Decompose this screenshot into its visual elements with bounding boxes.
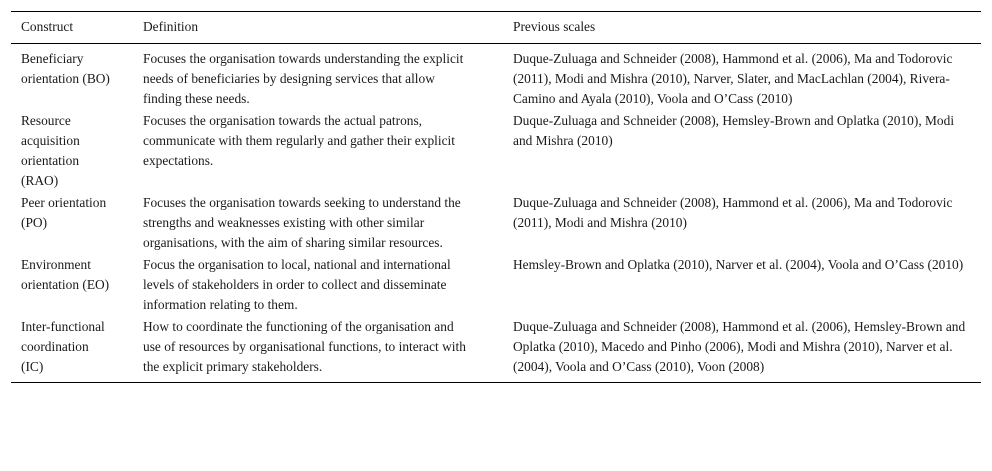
- table-row: [11, 316, 981, 383]
- definition-cell: Focuses the organisation towards the actual patrons, communicate with them regularly and gather their explicit expectations.: [143, 113, 455, 168]
- previous-scales-cell: Duque-Zuluaga and Schneider (2008), Hammond et al. (2006), Ma and Todorovic (2011), Modi and Mishra (2010), Narver, Slater, and MacLachlan (2004), Rivera-Camino and Ayala (2010), Voola and O’Cass (2010): [513, 51, 953, 106]
- definition-cell: Focuses the organisation towards seeking to understand the strengths and weaknesses existing with other similar organisations, with the aim of sharing similar resources.: [143, 195, 461, 250]
- table-row: [11, 44, 981, 111]
- construct-cell: [11, 254, 133, 316]
- construct-text: Resource acquisition orientation (RAO): [21, 113, 80, 188]
- construct-cell: [11, 44, 133, 111]
- table-header: [11, 12, 981, 44]
- construct-cell: [11, 110, 133, 192]
- construct-text: Inter-functional coordination (IC): [21, 319, 105, 374]
- definition-cell: Focus the organisation to local, national and international levels of stakeholders in order to collect and disseminate information relating to them.: [143, 257, 451, 312]
- table-row: [11, 254, 981, 316]
- construct-cell: [11, 192, 133, 254]
- header-construct: Construct: [21, 19, 74, 34]
- previous-scales-cell: Duque-Zuluaga and Schneider (2008), Hammond et al. (2006), Hemsley-Brown and Oplatka (2010), Macedo and Pinho (2006), Modi and Mishra (2010), Narver et al. (2004), Voola and O’Cass (2010), Voon (2008): [513, 319, 966, 374]
- header-row: [11, 12, 981, 44]
- header-definition: Definition: [143, 19, 199, 34]
- definition-cell: How to coordinate the functioning of the organisation and use of resources by organisational functions, to interact with the explicit primary stakeholders.: [143, 319, 466, 374]
- table-body: [11, 44, 981, 383]
- definition-cell: Focuses the organisation towards understanding the explicit needs of beneficiaries by designing services that allow finding these needs.: [143, 51, 464, 106]
- table-row: [11, 192, 981, 254]
- construct-text: Peer orientation (PO): [21, 195, 107, 230]
- previous-scales-cell: Duque-Zuluaga and Schneider (2008), Hemsley-Brown and Oplatka (2010), Modi and Mishra (2010): [513, 113, 955, 148]
- constructs-table: [11, 11, 981, 383]
- header-previous-scales: Previous scales: [513, 19, 596, 34]
- previous-scales-cell: Hemsley-Brown and Oplatka (2010), Narver et al. (2004), Voola and O’Cass (2010): [513, 257, 964, 272]
- construct-text: Beneficiary orientation (BO): [21, 51, 110, 86]
- construct-cell: [11, 316, 133, 383]
- construct-text: Environment orientation (EO): [21, 257, 110, 292]
- previous-scales-cell: Duque-Zuluaga and Schneider (2008), Hammond et al. (2006), Ma and Todorovic (2011), Modi and Mishra (2010): [513, 195, 953, 230]
- table-row: [11, 110, 981, 192]
